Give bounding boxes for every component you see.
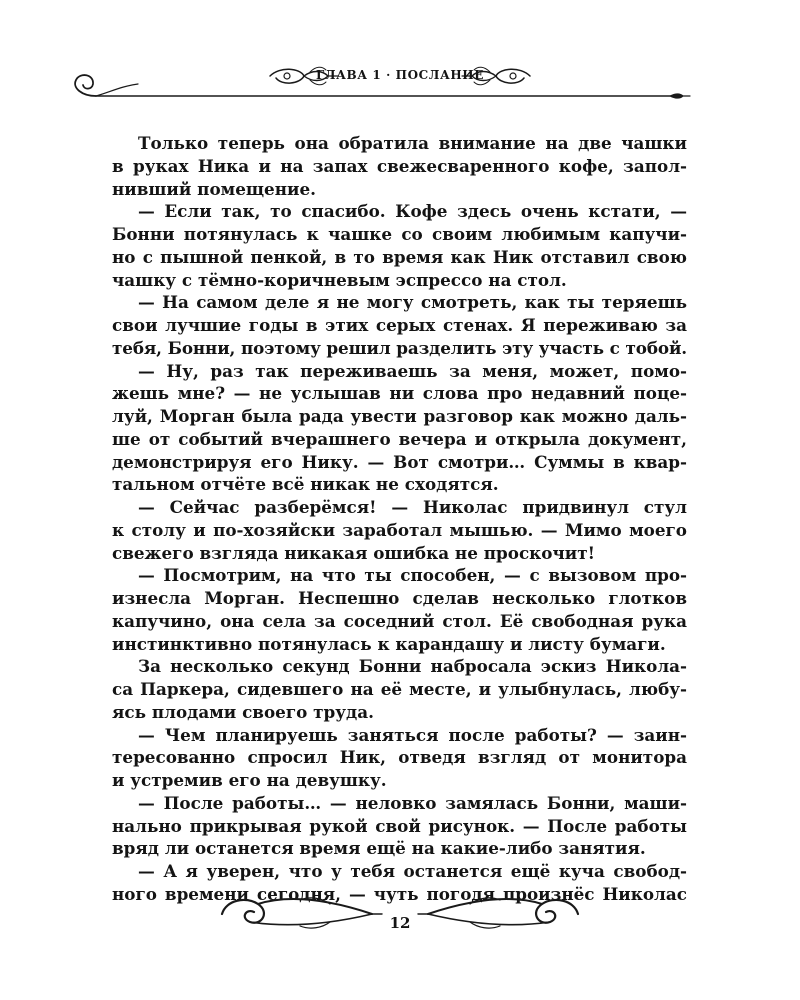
text-line: — Сейчас разберёмся! — Николас придвинул стул	[138, 497, 687, 517]
text-line: ясь плодами своего труда.	[112, 701, 374, 722]
text-line: свежего взгляда никакая ошибка не проскочит!	[112, 542, 595, 563]
text-line: — Чем планируешь заняться после работы? — заин-	[138, 724, 687, 745]
text-line: ного времени сегодня, — чуть погодя произнёс Николас	[112, 883, 687, 904]
text-line: свои лучшие годы в этих серых стенах. Я переживаю за	[112, 315, 687, 335]
text-line: — А я уверен, что у тебя останется ещё куча свобод-	[138, 861, 687, 881]
text-line: — На самом деле я не могу смотреть, как ты теряешь	[138, 292, 687, 313]
page-header	[0, 0, 800, 120]
text-line: За несколько секунд Бонни набросала эскиз Никола-	[138, 656, 687, 677]
text-line: тересованно спросил Ник, отведя взгляд от монитора	[112, 747, 687, 768]
running-head-title: ГЛАВА 1 · ПОСЛАНИЕ	[316, 68, 484, 82]
text-line: Бонни потянулась к чашке со своим любимым капучи-	[112, 224, 687, 244]
text-line: — Ну, раз так переживаешь за меня, может, помо-	[138, 360, 687, 381]
text-line: изнесла Морган. Неспешно сделав несколько глотков	[112, 588, 687, 608]
footer-ornament	[0, 870, 800, 950]
text-line: чашку с тёмно-коричневым эспрессо на стол.	[112, 269, 567, 290]
page-number: 12	[389, 914, 411, 932]
text-line: но с пышной пенкой, в то время как Ник отставил свою	[112, 246, 687, 267]
text-line: капучино, она села за соседний стол. Её свободная рука	[112, 610, 687, 631]
text-line: нивший помещение.	[112, 178, 316, 199]
text-line: — Если так, то спасибо. Кофе здесь очень кстати, —	[138, 201, 687, 222]
text-line: — Посмотрим, на что ты способен, — с вызовом про-	[138, 565, 687, 586]
text-line: Только теперь она обратила внимание на две чашки	[138, 133, 687, 153]
text-line: демонстрируя его Нику. — Вот смотри… Суммы в квар-	[112, 451, 687, 472]
text-line: к столу и по-хозяйски заработал мышью. — Мимо моего	[112, 519, 687, 540]
text-line: — После работы… — неловко замялась Бонни, маши-	[138, 792, 687, 813]
page-body-text	[112, 132, 687, 906]
text-line: жешь мне? — не услышав ни слова про недавний поце-	[112, 383, 687, 404]
text-line: тальном отчёте всё никак не сходятся.	[112, 474, 499, 495]
text-line: нально прикрывая рукой свой рисунок. — После работы	[112, 815, 687, 836]
text-line: ше от событий вчерашнего вечера и открыла документ,	[112, 428, 687, 449]
text-line: в руках Ника и на запах свежесваренного кофе, запол-	[112, 155, 687, 176]
page-footer	[0, 870, 800, 950]
text-line: инстинктивно потянулась к карандашу и листу бумаги.	[112, 633, 666, 654]
header-ornament-rule	[0, 0, 800, 120]
text-line: вряд ли останется время ещё на какие-либо занятия.	[112, 838, 646, 859]
text-line: луй, Морган была рада увести разговор как можно даль-	[112, 406, 687, 426]
text-line: са Паркера, сидевшего на её месте, и улыбнулась, любу-	[112, 679, 687, 699]
text-line: тебя, Бонни, поэтому решил разделить эту участь с тобой.	[112, 337, 687, 358]
text-line: и устремив его на девушку.	[112, 770, 387, 790]
